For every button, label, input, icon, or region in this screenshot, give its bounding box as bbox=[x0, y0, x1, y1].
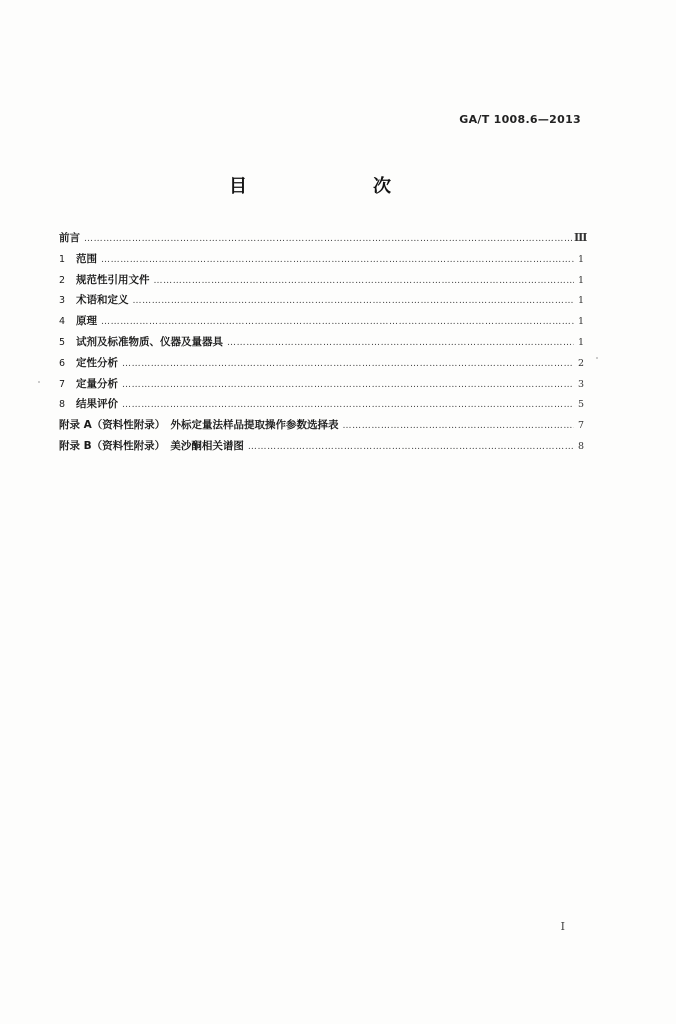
toc-section-number: 8 bbox=[59, 399, 66, 411]
toc-entry-label: 结果评价 bbox=[76, 398, 118, 411]
toc-page-number: Ⅲ bbox=[574, 231, 588, 244]
toc-page-number: 1 bbox=[577, 316, 584, 328]
toc-entry-label: 规范性引用文件 bbox=[76, 273, 150, 286]
toc-entry-3[interactable] bbox=[59, 290, 584, 311]
toc-section-number: 1 bbox=[59, 253, 66, 265]
toc-leader-dots bbox=[248, 437, 574, 458]
toc-entry-label: 定性分析 bbox=[76, 356, 118, 369]
toc-leader-dots bbox=[133, 291, 575, 312]
toc-page-number: 1 bbox=[577, 295, 584, 307]
toc-leader-dots bbox=[343, 416, 574, 437]
toc-page-number: 1 bbox=[577, 274, 584, 286]
toc-entry-4[interactable] bbox=[59, 311, 584, 332]
toc-entry-foreword[interactable] bbox=[59, 228, 588, 249]
toc-leader-dots bbox=[122, 375, 574, 396]
toc-page-number: 7 bbox=[577, 420, 584, 432]
toc-entry-label: 术语和定义 bbox=[76, 294, 129, 307]
toc-leader-dots bbox=[122, 395, 574, 416]
table-of-contents bbox=[59, 228, 588, 457]
toc-entry-label: 前言 bbox=[59, 232, 80, 244]
toc-entry-8[interactable] bbox=[59, 394, 584, 415]
toc-entry-5[interactable] bbox=[59, 332, 584, 353]
toc-entry-1[interactable] bbox=[59, 249, 584, 270]
toc-entry-label: 附录 B（资料性附录） 美沙酮相关谱图 bbox=[59, 439, 244, 452]
toc-section-number: 3 bbox=[59, 295, 66, 307]
toc-page-number: 1 bbox=[577, 253, 584, 265]
scan-speck bbox=[38, 381, 40, 383]
page-number: I bbox=[560, 920, 565, 933]
toc-entry-6[interactable] bbox=[59, 353, 584, 374]
toc-section-number: 7 bbox=[59, 378, 66, 390]
toc-page-number: 2 bbox=[577, 357, 584, 369]
toc-entry-appendix-b[interactable] bbox=[59, 436, 584, 457]
toc-entry-label: 原理 bbox=[76, 315, 97, 328]
toc-section-number: 6 bbox=[59, 357, 66, 369]
toc-page-number: 5 bbox=[577, 399, 584, 411]
toc-leader-dots bbox=[84, 229, 574, 250]
toc-entry-appendix-a[interactable] bbox=[59, 415, 584, 436]
toc-section-number: 2 bbox=[59, 274, 66, 286]
standard-code: GA/T 1008.6—2013 bbox=[459, 113, 581, 126]
toc-leader-dots bbox=[154, 271, 575, 292]
page-title: 目 次 bbox=[229, 176, 421, 197]
toc-leader-dots bbox=[227, 333, 574, 354]
toc-page-number: 3 bbox=[577, 378, 584, 390]
toc-page-number: 8 bbox=[577, 440, 584, 452]
toc-entry-label: 附录 A（资料性附录） 外标定量法样品提取操作参数选择表 bbox=[59, 419, 339, 432]
toc-entry-7[interactable] bbox=[59, 374, 584, 395]
toc-section-number: 5 bbox=[59, 336, 66, 348]
toc-leader-dots bbox=[101, 250, 574, 271]
toc-section-number: 4 bbox=[59, 316, 66, 328]
scan-speck bbox=[596, 357, 598, 359]
toc-entry-label: 试剂及标准物质、仪器及量器具 bbox=[76, 335, 223, 348]
toc-leader-dots bbox=[122, 354, 574, 375]
toc-page-number: 1 bbox=[577, 336, 584, 348]
toc-entry-label: 范围 bbox=[76, 252, 97, 265]
toc-entry-label: 定量分析 bbox=[76, 377, 118, 390]
toc-entry-2[interactable] bbox=[59, 270, 584, 291]
toc-leader-dots bbox=[101, 312, 574, 333]
